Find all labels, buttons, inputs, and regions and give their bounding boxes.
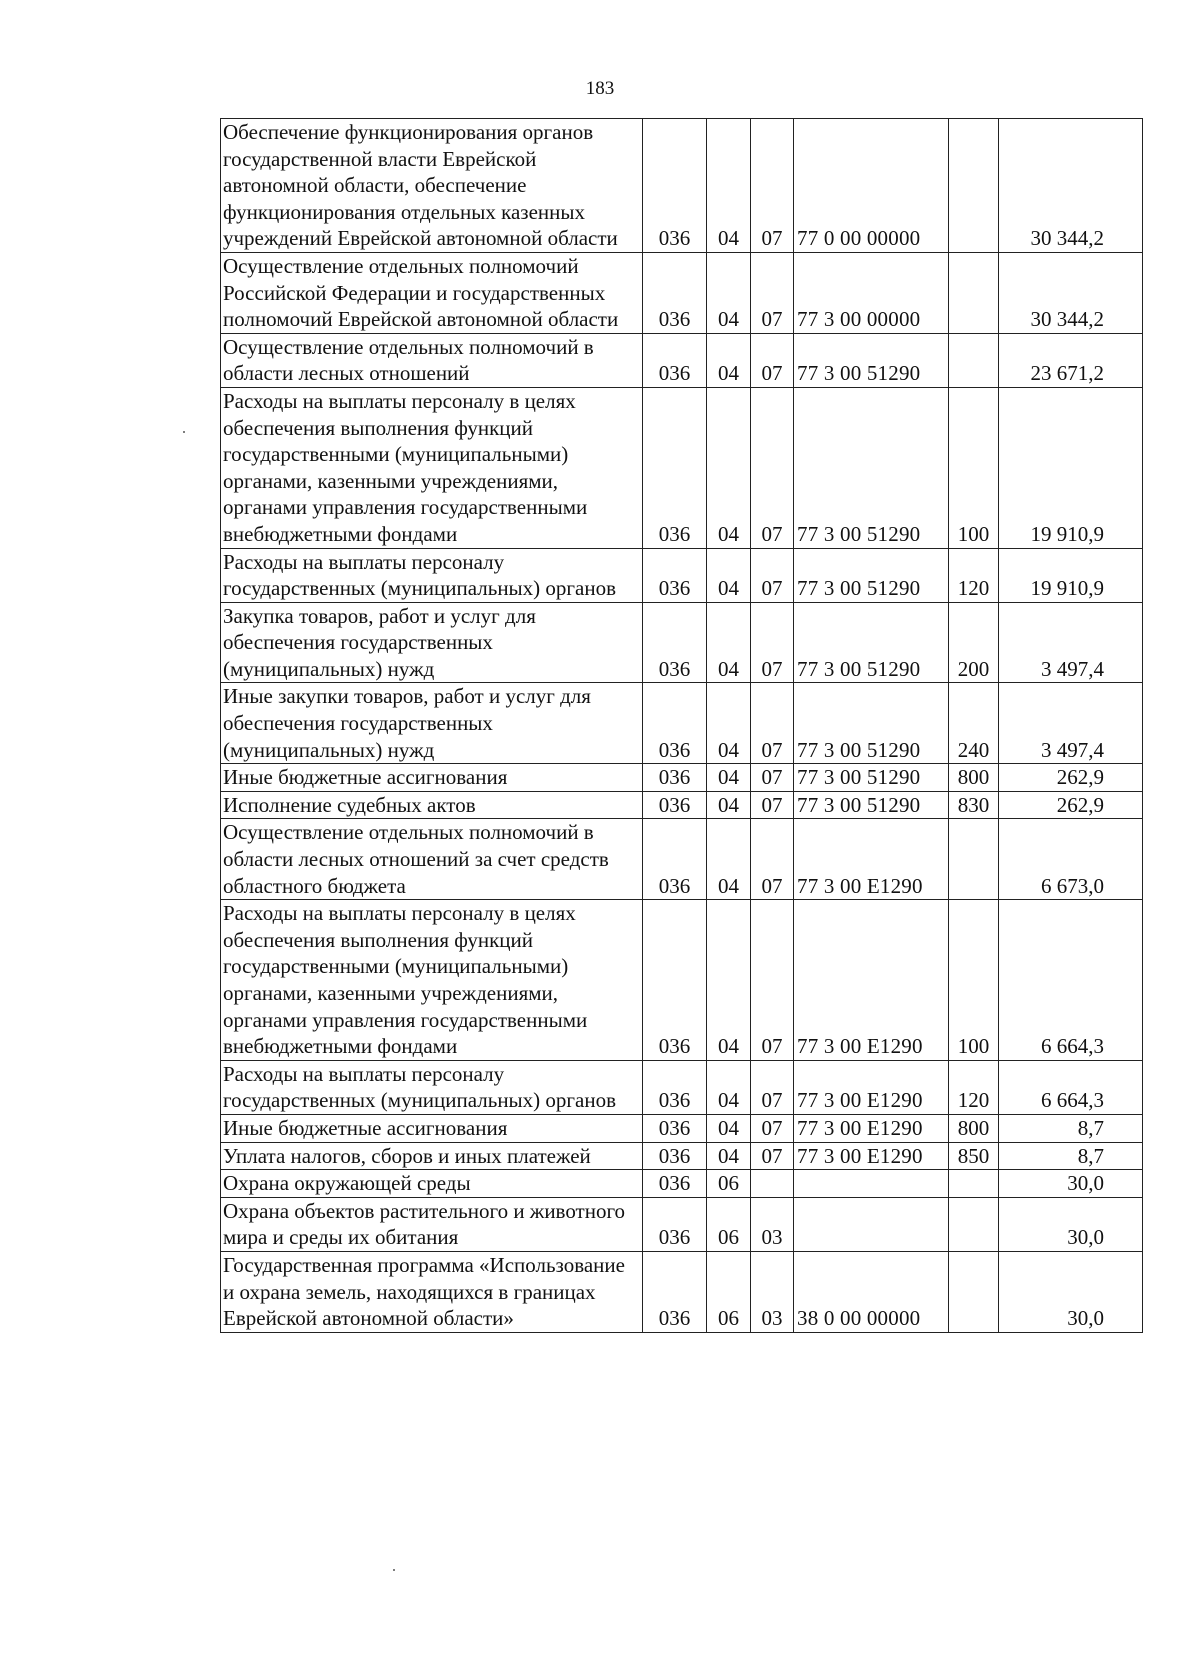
scan-speck [183,431,185,433]
row-name: Осуществление отдельных полномочий в области лесных отношений [221,333,643,387]
target-article-code: 77 3 00 00000 [794,252,949,333]
amount: 23 671,2 [999,333,1143,387]
subsection-code: 03 [751,1251,794,1332]
subsection-code [751,1170,794,1198]
ministry-code: 036 [643,900,707,1061]
row-name: Расходы на выплаты персоналу государственных (муниципальных) органов [221,1060,643,1114]
subsection-code: 07 [751,1114,794,1142]
target-article-code: 77 3 00 51290 [794,683,949,764]
target-article-code: 77 3 00 E1290 [794,819,949,900]
expense-type-code [949,819,999,900]
expense-type-code: 850 [949,1142,999,1170]
amount: 3 497,4 [999,683,1143,764]
row-name: Государственная программа «Использование и охрана земель, находящихся в границах Еврейской автономной области» [221,1251,643,1332]
row-name: Охрана объектов растительного и животного мира и среды их обитания [221,1197,643,1251]
section-code: 06 [707,1170,751,1198]
table-row [221,1060,1143,1114]
target-article-code: 77 3 00 E1290 [794,1114,949,1142]
ministry-code: 036 [643,1251,707,1332]
row-name: Осуществление отдельных полномочий Российской Федерации и государственных полномочий Еврейской автономной области [221,252,643,333]
ministry-code: 036 [643,1060,707,1114]
expense-type-code: 800 [949,764,999,792]
amount: 30 344,2 [999,252,1143,333]
ministry-code: 036 [643,1142,707,1170]
table-row [221,333,1143,387]
expense-type-code: 100 [949,900,999,1061]
amount: 19 910,9 [999,548,1143,602]
subsection-code: 07 [751,602,794,683]
row-name: Иные бюджетные ассигнования [221,1114,643,1142]
scan-speck [393,1569,395,1571]
ministry-code: 036 [643,602,707,683]
table-row [221,683,1143,764]
subsection-code: 07 [751,1060,794,1114]
row-name: Иные бюджетные ассигнования [221,764,643,792]
table-row [221,1197,1143,1251]
expense-type-code [949,333,999,387]
subsection-code: 07 [751,683,794,764]
ministry-code: 036 [643,1197,707,1251]
section-code: 04 [707,333,751,387]
expense-type-code [949,119,999,253]
amount: 262,9 [999,764,1143,792]
section-code: 04 [707,252,751,333]
amount: 8,7 [999,1114,1143,1142]
row-name: Охрана окружающей среды [221,1170,643,1198]
section-code: 04 [707,119,751,253]
target-article-code: 77 3 00 E1290 [794,1060,949,1114]
expense-type-code [949,1170,999,1198]
subsection-code: 07 [751,791,794,819]
ministry-code: 036 [643,119,707,253]
budget-table [220,118,1143,1333]
subsection-code: 07 [751,333,794,387]
row-name: Осуществление отдельных полномочий в области лесных отношений за счет средств областного бюджета [221,819,643,900]
table-row [221,900,1143,1061]
target-article-code: 38 0 00 00000 [794,1251,949,1332]
target-article-code: 77 3 00 51290 [794,791,949,819]
section-code: 04 [707,1142,751,1170]
subsection-code: 07 [751,764,794,792]
ministry-code: 036 [643,252,707,333]
row-name: Закупка товаров, работ и услуг для обеспечения государственных (муниципальных) нужд [221,602,643,683]
ministry-code: 036 [643,548,707,602]
row-name: Расходы на выплаты персоналу в целях обеспечения выполнения функций государственными (муниципальными) органами, казенными учреждениями, органами управления государственными внебюджетными фондами [221,900,643,1061]
row-name: Обеспечение функционирования органов государственной власти Еврейской автономной области, обеспечение функционирования отдельных казенных учреждений Еврейской автономной области [221,119,643,253]
table-row [221,602,1143,683]
subsection-code: 07 [751,819,794,900]
section-code: 04 [707,819,751,900]
expense-type-code: 200 [949,602,999,683]
table-row [221,1170,1143,1198]
target-article-code: 77 3 00 51290 [794,602,949,683]
target-article-code: 77 3 00 51290 [794,548,949,602]
amount: 19 910,9 [999,387,1143,548]
amount: 8,7 [999,1142,1143,1170]
row-name: Исполнение судебных актов [221,791,643,819]
table-row [221,119,1143,253]
target-article-code: 77 3 00 51290 [794,764,949,792]
ministry-code: 036 [643,764,707,792]
section-code: 04 [707,791,751,819]
expense-type-code: 830 [949,791,999,819]
page-number: 183 [585,78,615,99]
expense-type-code [949,1197,999,1251]
expense-type-code [949,252,999,333]
expense-type-code: 240 [949,683,999,764]
section-code: 04 [707,548,751,602]
ministry-code: 036 [643,333,707,387]
target-article-code: 77 3 00 E1290 [794,900,949,1061]
section-code: 04 [707,387,751,548]
row-name: Иные закупки товаров, работ и услуг для обеспечения государственных (муниципальных) нужд [221,683,643,764]
table-body [221,119,1143,1333]
section-code: 06 [707,1251,751,1332]
amount: 30,0 [999,1197,1143,1251]
expense-type-code: 120 [949,1060,999,1114]
table-row [221,1142,1143,1170]
section-code: 04 [707,1060,751,1114]
table-row [221,1251,1143,1332]
table-row [221,548,1143,602]
row-name: Уплата налогов, сборов и иных платежей [221,1142,643,1170]
subsection-code: 07 [751,900,794,1061]
target-article-code: 77 3 00 51290 [794,333,949,387]
expense-type-code [949,1251,999,1332]
ministry-code: 036 [643,1114,707,1142]
target-article-code [794,1197,949,1251]
table-row [221,791,1143,819]
amount: 6 664,3 [999,900,1143,1061]
row-name: Расходы на выплаты персоналу в целях обеспечения выполнения функций государственными (муниципальными) органами, казенными учреждениями, органами управления государственными внебюджетными фондами [221,387,643,548]
target-article-code [794,1170,949,1198]
table-row [221,1114,1143,1142]
amount: 6 673,0 [999,819,1143,900]
target-article-code: 77 3 00 51290 [794,387,949,548]
expense-type-code: 800 [949,1114,999,1142]
section-code: 04 [707,900,751,1061]
section-code: 06 [707,1197,751,1251]
table-row [221,764,1143,792]
target-article-code: 77 0 00 00000 [794,119,949,253]
expense-type-code: 100 [949,387,999,548]
section-code: 04 [707,683,751,764]
section-code: 04 [707,602,751,683]
subsection-code: 07 [751,252,794,333]
subsection-code: 07 [751,548,794,602]
subsection-code: 03 [751,1197,794,1251]
amount: 30,0 [999,1170,1143,1198]
target-article-code: 77 3 00 E1290 [794,1142,949,1170]
table-row [221,387,1143,548]
subsection-code: 07 [751,119,794,253]
subsection-code: 07 [751,387,794,548]
amount: 3 497,4 [999,602,1143,683]
ministry-code: 036 [643,791,707,819]
row-name: Расходы на выплаты персоналу государственных (муниципальных) органов [221,548,643,602]
amount: 30,0 [999,1251,1143,1332]
amount: 6 664,3 [999,1060,1143,1114]
amount: 30 344,2 [999,119,1143,253]
table-row [221,819,1143,900]
ministry-code: 036 [643,387,707,548]
amount: 262,9 [999,791,1143,819]
table-row [221,252,1143,333]
section-code: 04 [707,764,751,792]
ministry-code: 036 [643,819,707,900]
ministry-code: 036 [643,1170,707,1198]
subsection-code: 07 [751,1142,794,1170]
ministry-code: 036 [643,683,707,764]
expense-type-code: 120 [949,548,999,602]
section-code: 04 [707,1114,751,1142]
